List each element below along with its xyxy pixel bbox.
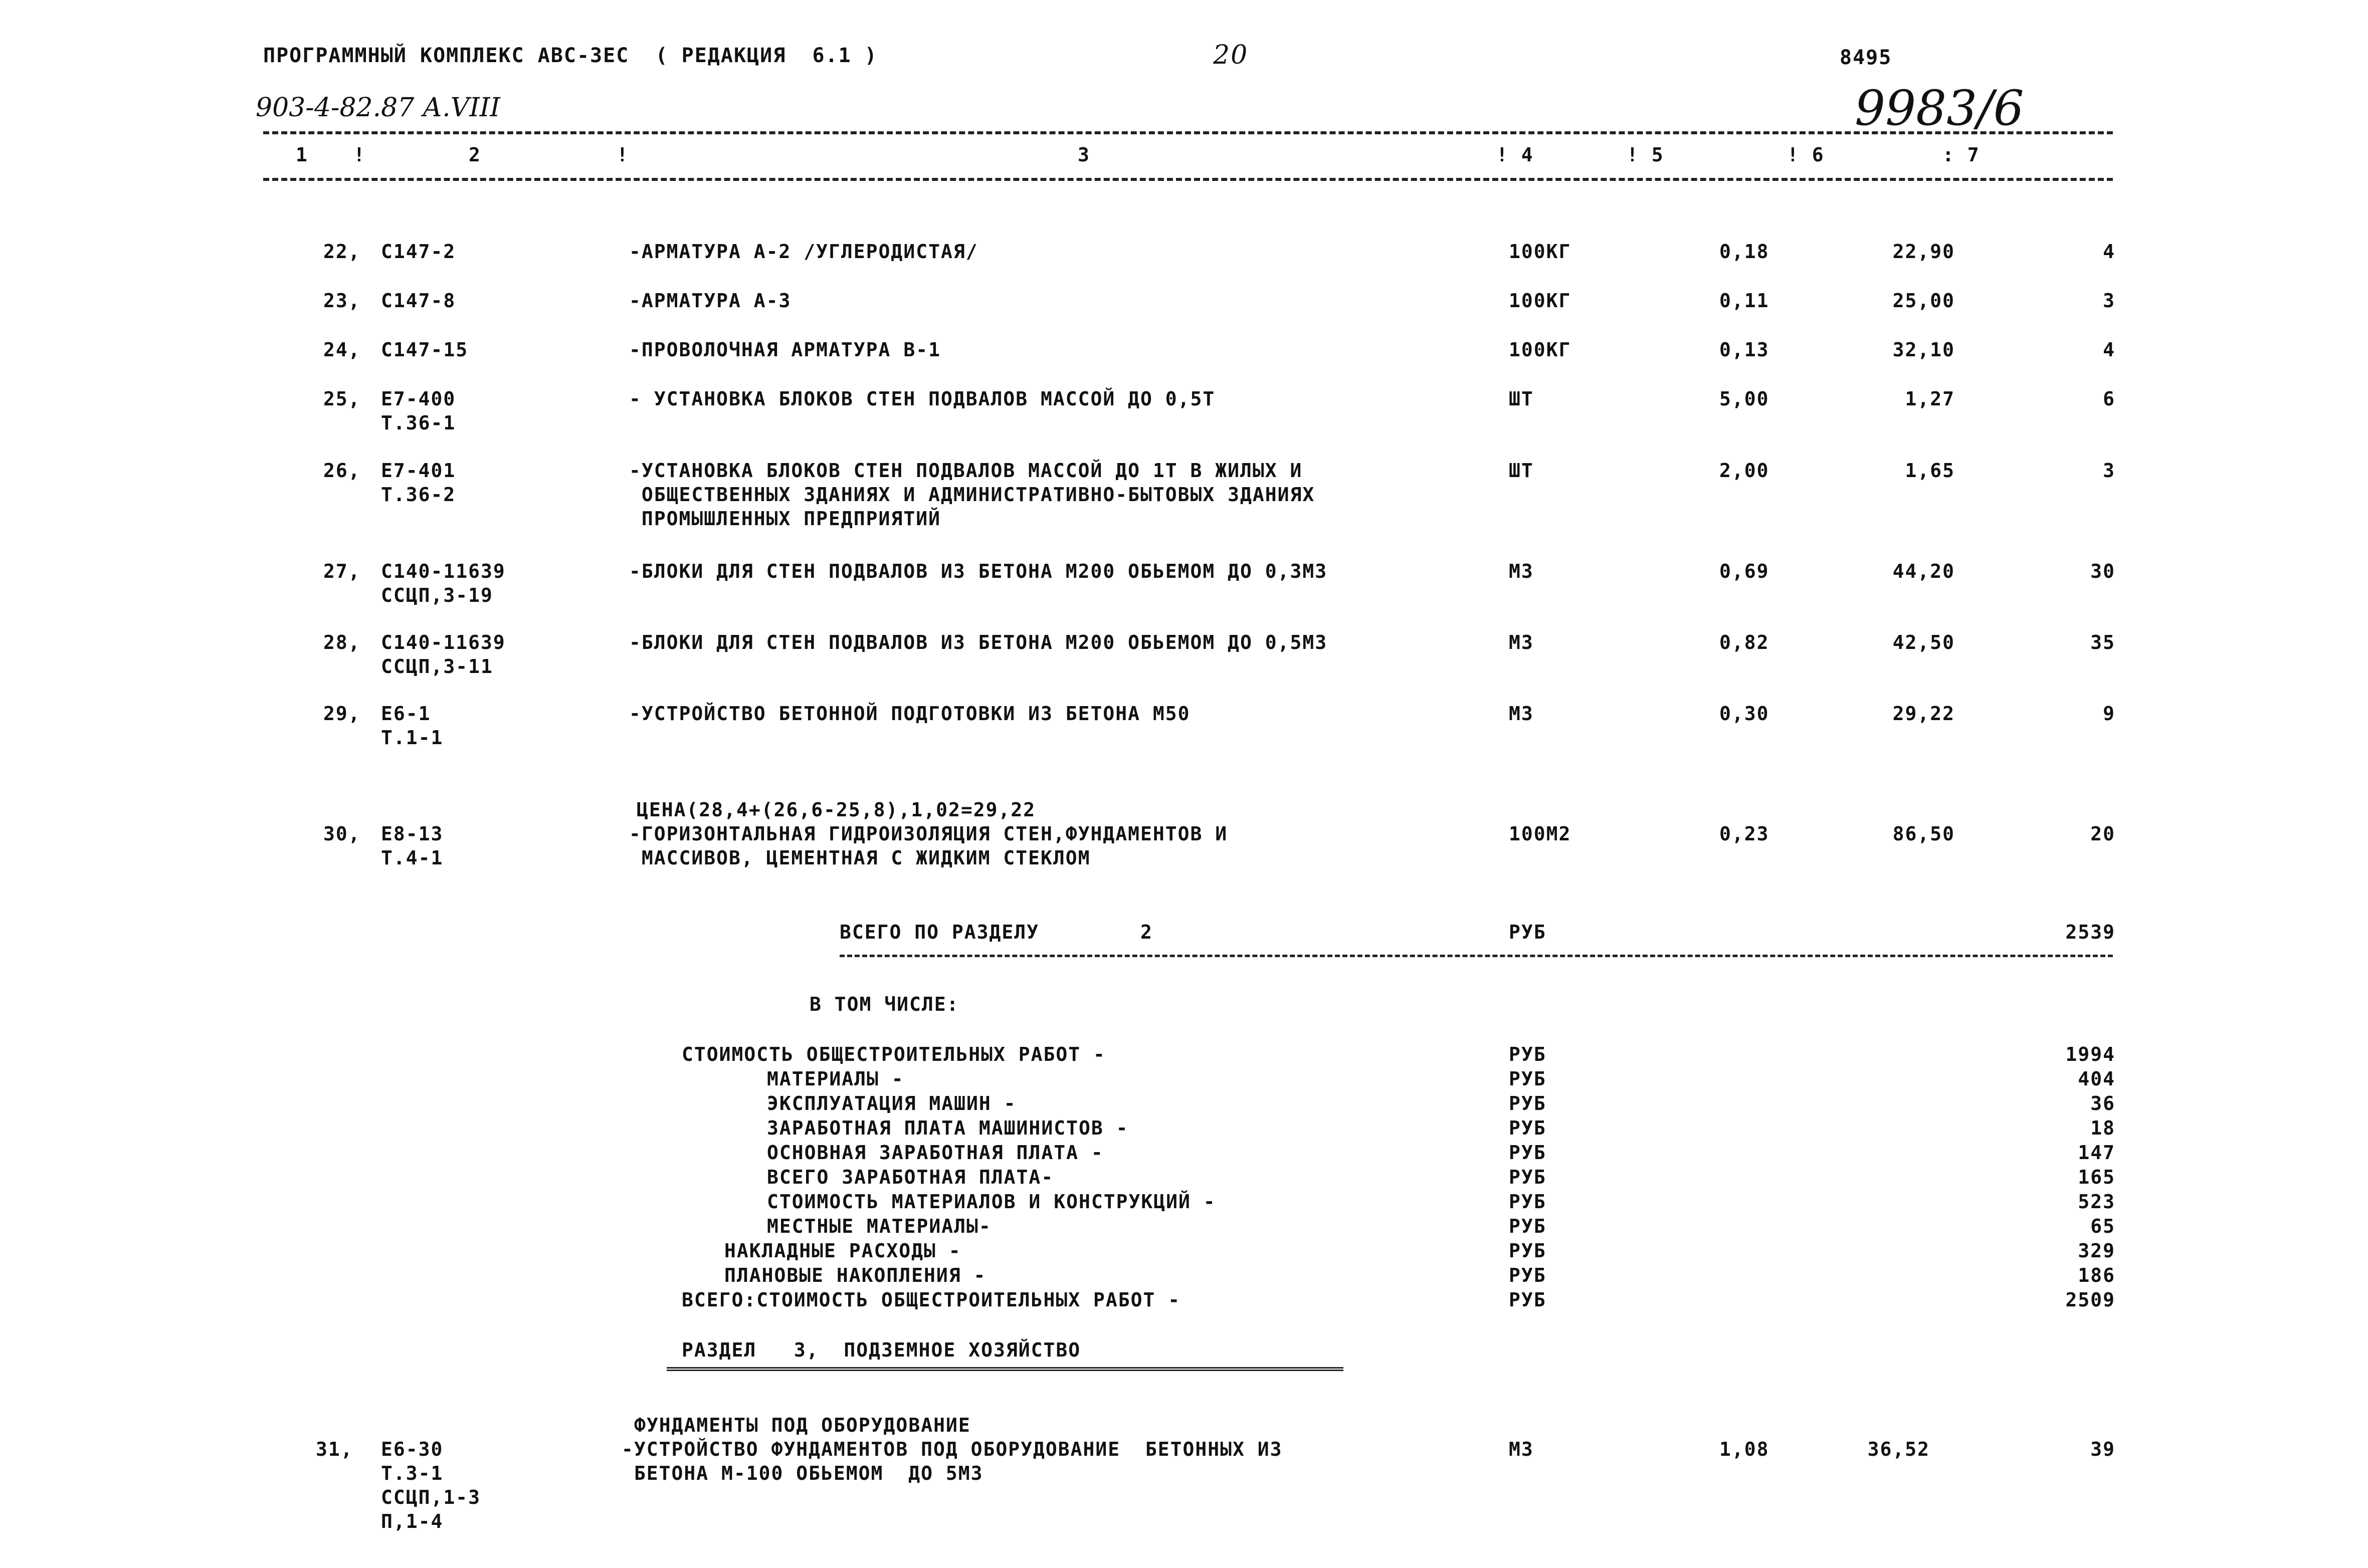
row-number: 24, [323,339,361,361]
row-number: 28, [323,631,361,653]
row-code-ref: Т.1-1 [381,727,444,749]
row-description: - УСТАНОВКА БЛОКОВ СТЕН ПОДВАЛОВ МАССОЙ ДО 0,5Т [629,388,1216,410]
col-3: 3 [1078,144,1090,166]
row-unit: ШТ [1509,388,1534,410]
program-header: ПРОГРАММНЫЙ КОМПЛЕКС АВС-3ЕС ( РЕДАКЦИЯ 6.1 ) [263,44,878,67]
breakdown-value: 36 [2090,1092,2115,1114]
row-description: -УСТАНОВКА БЛОКОВ СТЕН ПОДВАЛОВ МАССОЙ ДО 1Т В ЖИЛЫХ И [629,460,1303,482]
header-rule-bottom [263,178,2113,181]
row-price: 42,50 [1892,631,1955,653]
row-number: 22, [323,241,361,263]
breakdown-label: ОСНОВНАЯ ЗАРАБОТНАЯ ПЛАТА - [767,1142,1104,1164]
breakdown-label: ВСЕГО:СТОИМОСТЬ ОБЩЕСТРОИТЕЛЬНЫХ РАБОТ - [682,1289,1181,1311]
row-description-line: ПРОМЫШЛЕННЫХ ПРЕДПРИЯТИЙ [629,508,941,530]
row-number: 30, [323,823,361,845]
header-rule-top [263,131,2113,134]
row-code: Е7-401 [381,460,456,482]
row-unit: М3 [1509,631,1534,653]
row-unit: М3 [1509,703,1534,725]
col-2: 2 [469,144,481,166]
row-price: 86,50 [1892,823,1955,845]
breakdown-label: МЕСТНЫЕ МАТЕРИАЛЫ- [767,1215,992,1237]
row-quantity: 1,08 [1719,1438,1769,1460]
breakdown-unit: РУБ [1509,1191,1546,1213]
row-quantity: 5,00 [1719,388,1769,410]
breakdown-label: ЭКСПЛУАТАЦИЯ МАШИН - [767,1092,1017,1114]
row-number: 25, [323,388,361,410]
row-number: 26, [323,460,361,482]
col-4: ! 4 [1496,144,1534,166]
breakdown-label: ПЛАНОВЫЕ НАКОПЛЕНИЯ - [724,1264,986,1286]
row-price: 1,65 [1905,460,1955,482]
row-number: 27, [323,560,361,582]
breakdown-unit: РУБ [1509,1043,1546,1065]
row-price: 25,00 [1892,290,1955,312]
row-total: 4 [2103,339,2115,361]
breakdown-unit: РУБ [1509,1092,1546,1114]
row-quantity: 0,23 [1719,823,1769,845]
row-price: 36,52 [1867,1438,1930,1460]
page-number: 20 [1213,40,1249,70]
breakdown-label: СТОИМОСТЬ МАТЕРИАЛОВ И КОНСТРУКЦИЙ - [767,1191,1216,1213]
col-sep-1: ! [353,144,366,166]
col-5: ! 5 [1627,144,1664,166]
row-total: 9 [2103,703,2115,725]
row-unit: 100КГ [1509,241,1571,263]
row-price: 22,90 [1892,241,1955,263]
row-description: -УСТРОЙСТВО БЕТОННОЙ ПОДГОТОВКИ ИЗ БЕТОНА М50 [629,703,1191,725]
breakdown-unit: РУБ [1509,1215,1546,1237]
row-description: -ГОРИЗОНТАЛЬНАЯ ГИДРОИЗОЛЯЦИЯ СТЕН,ФУНДАМЕНТОВ И [629,823,1228,845]
row-price: 44,20 [1892,560,1955,582]
row-quantity: 0,82 [1719,631,1769,653]
sheet-id: 9983/6 [1855,80,2024,136]
row-code: С147-15 [381,339,469,361]
breakdown-unit: РУБ [1509,1166,1546,1188]
breakdown-unit: РУБ [1509,1142,1546,1164]
row-total: 39 [2090,1438,2115,1460]
row-code: Е7-400 [381,388,456,410]
row-total: 3 [2103,290,2115,312]
section-total-unit: РУБ [1509,921,1546,943]
row-description-line: ОБЩЕСТВЕННЫХ ЗДАНИЯХ И АДМИНИСТРАТИВНО-БЫТОВЫХ ЗДАНИЯХ [629,484,1315,506]
section-3-subheading: ФУНДАМЕНТЫ ПОД ОБОРУДОВАНИЕ [634,1414,971,1436]
breakdown-value: 523 [2078,1191,2115,1213]
row-price: 32,10 [1892,339,1955,361]
row-total: 6 [2103,388,2115,410]
row-price: 1,27 [1905,388,1955,410]
breakdown-value: 18 [2090,1117,2115,1139]
row-code: С147-8 [381,290,456,312]
row-code: С140-11639 [381,631,506,653]
including-label: В ТОМ ЧИСЛЕ: [810,993,959,1015]
breakdown-value: 165 [2078,1166,2115,1188]
breakdown-value: 404 [2078,1068,2115,1090]
row-quantity: 2,00 [1719,460,1769,482]
row-description-line: МАССИВОВ, ЦЕМЕНТНАЯ С ЖИДКИМ СТЕКЛОМ [629,847,1091,869]
row-code-ref: Т.4-1 [381,847,444,869]
row-unit: 100М2 [1509,823,1571,845]
col-6: ! 6 [1787,144,1825,166]
breakdown-value: 147 [2078,1142,2115,1164]
row-unit: М3 [1509,1438,1534,1460]
row-description: -БЛОКИ ДЛЯ СТЕН ПОДВАЛОВ ИЗ БЕТОНА М200 ОБЬЕМОМ ДО 0,3М3 [629,560,1328,582]
row-code-ref: ССЦП,3-19 [381,584,493,606]
row-quantity: 0,13 [1719,339,1769,361]
row-description: -УСТРОЙСТВО ФУНДАМЕНТОВ ПОД ОБОРУДОВАНИЕ БЕТОННЫХ ИЗ [622,1438,1283,1460]
row-total: 3 [2103,460,2115,482]
row-code: Е6-30 [381,1438,444,1460]
col-sep-2: ! [617,144,629,166]
breakdown-value: 329 [2078,1240,2115,1262]
section-total-label: ВСЕГО ПО РАЗДЕЛУ [840,921,1040,943]
row-code-ref: ССЦП,1-3 [381,1486,481,1508]
breakdown-value: 2509 [2065,1289,2115,1311]
section-total-value: 2539 [2065,921,2115,943]
row-code-ref: Т.3-1 [381,1462,444,1484]
project-code: 903-4-82.87 А.VIII [256,93,500,123]
row-total: 20 [2090,823,2115,845]
breakdown-label: НАКЛАДНЫЕ РАСХОДЫ - [724,1240,961,1262]
row-unit: М3 [1509,560,1534,582]
breakdown-value: 65 [2090,1215,2115,1237]
row-code-ref: П,1-4 [381,1510,444,1532]
breakdown-unit: РУБ [1509,1117,1546,1139]
breakdown-unit: РУБ [1509,1068,1546,1090]
row-unit: ШТ [1509,460,1534,482]
row-description-line: БЕТОНА М-100 ОБЬЕМОМ ДО 5М3 [622,1462,983,1484]
row-total: 4 [2103,241,2115,263]
row-price: 29,22 [1892,703,1955,725]
breakdown-value: 1994 [2065,1043,2115,1065]
breakdown-unit: РУБ [1509,1264,1546,1286]
row-code: Е6-1 [381,703,431,725]
breakdown-unit: РУБ [1509,1240,1546,1262]
doc-code: 8495 [1840,46,1892,69]
breakdown-label: СТОИМОСТЬ ОБЩЕСТРОИТЕЛЬНЫХ РАБОТ - [682,1043,1106,1065]
row-code: С147-2 [381,241,456,263]
row-quantity: 0,18 [1719,241,1769,263]
row-unit: 100КГ [1509,290,1571,312]
row-total: 35 [2090,631,2115,653]
row-number: 23, [323,290,361,312]
row-description: -АРМАТУРА А-2 /УГЛЕРОДИСТАЯ/ [629,241,978,263]
row-number: 29, [323,703,361,725]
col-1: 1 [296,144,308,166]
row-code-ref: ССЦП,3-11 [381,655,493,678]
row-unit: 100КГ [1509,339,1571,361]
row-code-ref: Т.36-2 [381,484,456,506]
breakdown-value: 186 [2078,1264,2115,1286]
section-total-number: 2 [1140,921,1153,943]
section-3-title: РАЗДЕЛ 3, ПОДЗЕМНОЕ ХОЗЯЙСТВО [682,1339,1081,1361]
row-quantity: 0,11 [1719,290,1769,312]
row-number: 31, [316,1438,353,1460]
section-3-underline [667,1367,1343,1371]
row-code-ref: Т.36-1 [381,412,456,434]
row-quantity: 0,69 [1719,560,1769,582]
row-quantity: 0,30 [1719,703,1769,725]
row-description: -ПРОВОЛОЧНАЯ АРМАТУРА В-1 [629,339,941,361]
row-code: С140-11639 [381,560,506,582]
row-code: Е8-13 [381,823,444,845]
breakdown-label: ВСЕГО ЗАРАБОТНАЯ ПЛАТА- [767,1166,1054,1188]
row-description: -БЛОКИ ДЛЯ СТЕН ПОДВАЛОВ ИЗ БЕТОНА М200 ОБЬЕМОМ ДО 0,5М3 [629,631,1328,653]
price-formula: ЦЕНА(28,4+(26,6-25,8),1,02=29,22 [637,799,1036,821]
section-total-divider [840,955,2113,957]
breakdown-label: МАТЕРИАЛЫ - [767,1068,904,1090]
col-7: : 7 [1942,144,1980,166]
row-total: 30 [2090,560,2115,582]
row-description: -АРМАТУРА А-3 [629,290,792,312]
breakdown-unit: РУБ [1509,1289,1546,1311]
breakdown-label: ЗАРАБОТНАЯ ПЛАТА МАШИНИСТОВ - [767,1117,1129,1139]
